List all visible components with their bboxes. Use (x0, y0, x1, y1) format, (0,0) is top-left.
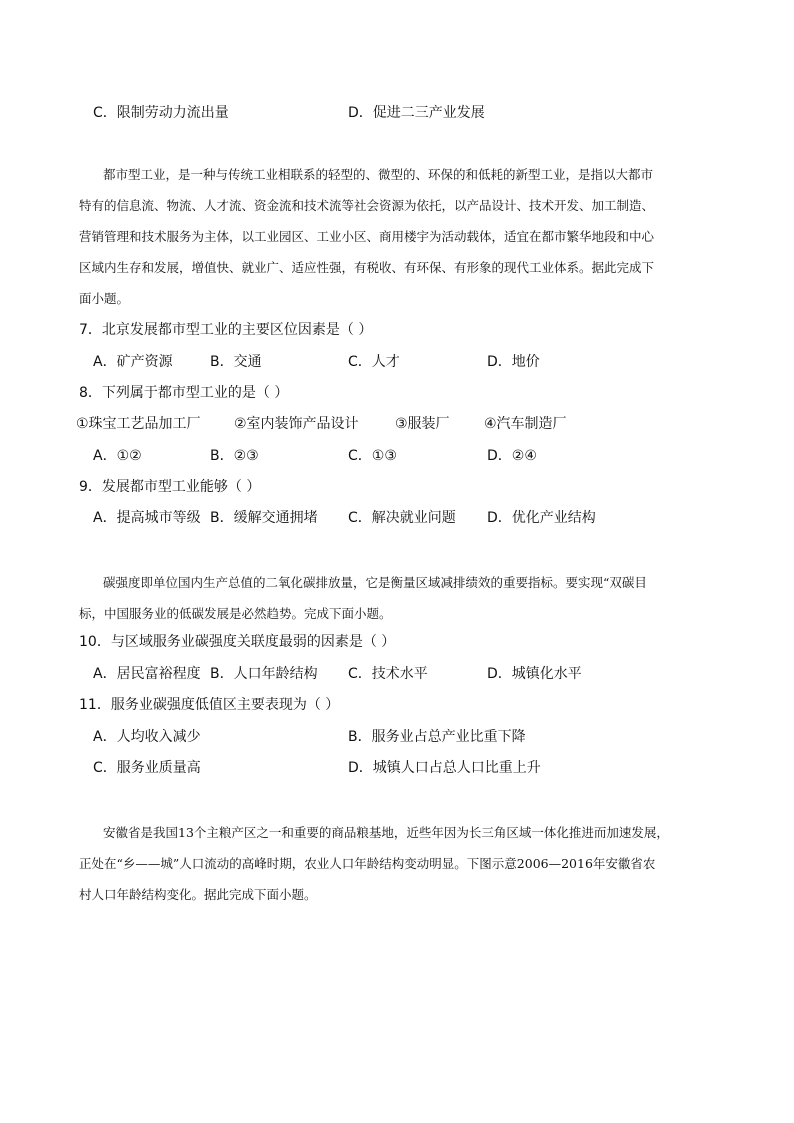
question-8-stem: 8．下列属于都市型工业的是（ ） (79, 385, 289, 401)
q6-option-d: D．促进二三产业发展 (348, 105, 485, 121)
q10-option-a: A．居民富裕程度 (93, 666, 201, 682)
passage-line: 营销管理和技术服务为主体，以工业园区、工业小区、商用楼宇为活动载体，适宜在都市繁华地段和中心 (79, 229, 655, 244)
q8-item-2: ②室内装饰产品设计 (234, 416, 359, 432)
q10-option-c: C．技术水平 (348, 666, 428, 682)
question-7-stem: 7．北京发展都市型工业的主要区位因素是（ ） (79, 322, 373, 338)
passage-line: 都市型工业，是一种与传统工业相联系的轻型的、微型的、环保的和低耗的新型工业，是指以大都市 (103, 167, 654, 182)
q10-option-b: B．人口年龄结构 (210, 666, 318, 682)
q9-option-c: C．解决就业问题 (348, 510, 456, 526)
q8-option-d: D．②④ (487, 448, 537, 464)
q11-option-b: B．服务业占总产业比重下降 (348, 729, 526, 745)
q8-option-b: B．②③ (210, 448, 259, 464)
q9-option-b: B．缓解交通拥堵 (210, 510, 318, 526)
question-9-stem: 9．发展都市型工业能够（ ） (79, 479, 261, 495)
passage-line: 区域内生存和发展，增值快、就业广、适应性强，有税收、有环保、有形象的现代工业体系。据此完成下 (79, 260, 655, 275)
question-11-stem: 11．服务业碳强度低值区主要表现为（ ） (79, 697, 340, 713)
q10-option-d: D．城镇化水平 (487, 666, 582, 682)
q11-option-a: A．人均收入减少 (93, 729, 201, 745)
q9-option-a: A．提高城市等级 (93, 510, 201, 526)
q8-option-a: A．①② (93, 448, 142, 464)
q7-option-c: C．人才 (348, 354, 400, 370)
passage-line: 村人口年龄结构变化。据此完成下面小题。 (79, 887, 317, 902)
q9-option-d: D．优化产业结构 (487, 510, 596, 526)
q6-option-c: C．限制劳动力流出量 (93, 105, 229, 121)
q11-option-d: D．城镇人口占总人口比重上升 (348, 760, 541, 776)
q7-option-d: D．地价 (487, 354, 540, 370)
question-10-stem: 10．与区域服务业碳强度关联度最弱的因素是（ ） (79, 634, 396, 650)
passage-line: 碳强度即单位国内生产总值的二氧化碳排放量，它是衡量区域减排绩效的重要指标。要实现“双碳目 (103, 575, 647, 590)
q7-option-b: B．交通 (210, 354, 262, 370)
q11-option-c: C．服务业质量高 (93, 760, 201, 776)
q7-option-a: A．矿产资源 (93, 354, 173, 370)
q8-item-3: ③服装厂 (395, 416, 450, 432)
q8-item-1: ①珠宝工艺品加工厂 (76, 416, 201, 432)
passage-line: 特有的信息流、物流、人才流、资金流和技术流等社会资源为依托，以产品设计、技术开发、加工制造、 (79, 198, 655, 213)
passage-line: 标，中国服务业的低碳发展是必然趋势。完成下面小题。 (79, 606, 392, 621)
passage-line: 安徽省是我国13个主粮产区之一和重要的商品粮基地，近些年因为长三角区域一体化推进而加速发展， (103, 825, 669, 840)
q8-option-c: C．①③ (348, 448, 397, 464)
q8-item-4: ④汽车制造厂 (484, 416, 567, 432)
passage-line: 面小题。 (79, 291, 130, 306)
passage-line: 正处在“乡——城”人口流动的高峰时期，农业人口年龄结构变动明显。下图示意2006—2016年安徽省农 (79, 856, 656, 871)
